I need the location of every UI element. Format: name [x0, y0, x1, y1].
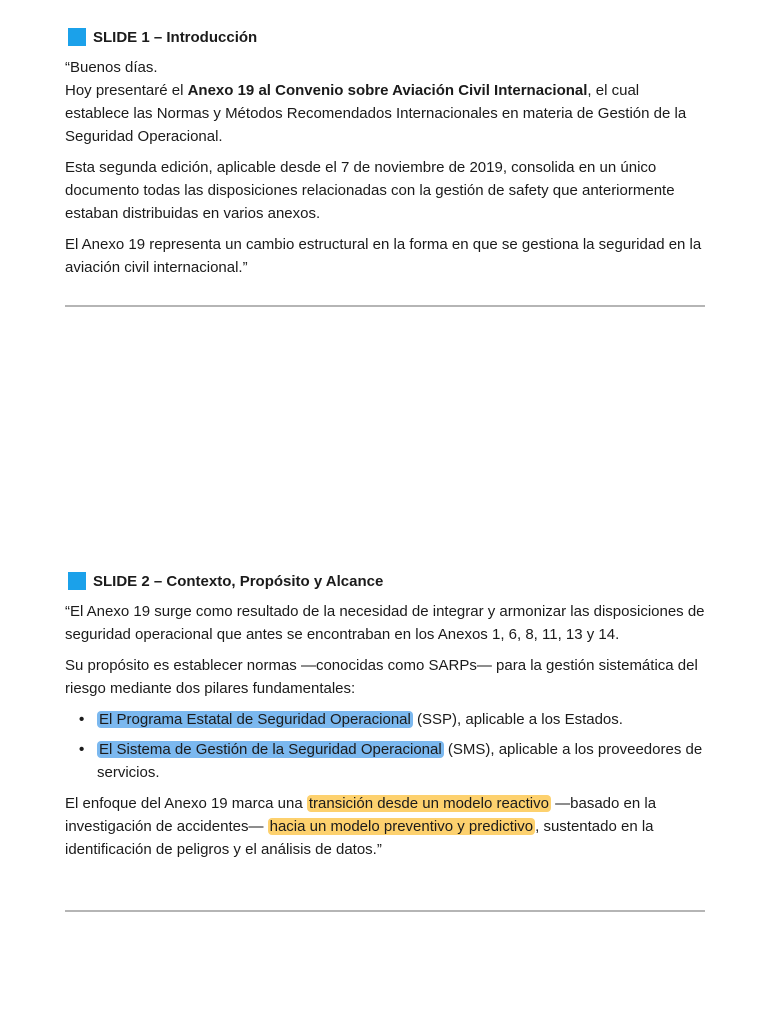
blue-square-icon — [68, 572, 86, 590]
slide-2-heading — [65, 570, 705, 592]
slide-2-section — [65, 570, 705, 869]
greeting-text: “Buenos días. — [65, 59, 158, 76]
list-item — [97, 708, 705, 731]
slide-1-paragraph-2: Esta segunda edición, aplicable desde el 7 de noviembre de 2019, consolida en un único documento todas las disposiciones relacionadas con la gestión de safety que anteriormente estaban distribuidas en varios anexos. — [65, 159, 675, 222]
list-item-text: (SSP), aplicable a los Estados. — [412, 711, 623, 728]
slide-1-heading — [65, 26, 705, 48]
slide-1-paragraph-1 — [65, 56, 705, 148]
paragraph-text: , sustentado en la identificación de peligros y el análisis de datos.” — [65, 818, 654, 858]
highlighted-text: transición desde un modelo reactivo — [308, 795, 549, 812]
bold-document-title: Anexo 19 al Convenio sobre Aviación Civil Internacional — [187, 82, 588, 99]
paragraph-text: El enfoque del Anexo 19 marca una — [65, 795, 307, 812]
highlighted-text: El Programa Estatal de Seguridad Operacional — [99, 711, 411, 728]
paragraph-text: —basado en la investigación de accidentes— — [65, 795, 657, 835]
pillars-list — [65, 708, 705, 784]
slide-1-section — [65, 26, 705, 287]
list-item-text: (SMS), aplicable a los proveedores de servicios. — [97, 741, 703, 781]
slide-1-title: SLIDE 1 – Introducción — [93, 28, 258, 46]
slide-1-paragraph-3: El Anexo 19 representa un cambio estructural en la forma en que se gestiona la seguridad en la aviación civil internacional.” — [65, 236, 702, 276]
list-item — [97, 738, 705, 784]
slide-2-paragraph-3 — [65, 792, 705, 861]
blue-square-icon — [68, 28, 86, 46]
highlighted-text: El Sistema de Gestión de la Seguridad Operacional — [99, 741, 442, 758]
paragraph-text: , el cual establece las Normas y Métodos Recomendados Internacionales en materia de Gestión de la Seguridad Operacional. — [65, 82, 687, 145]
highlighted-text: hacia un modelo preventivo y predictivo — [269, 818, 534, 835]
divider — [65, 305, 705, 307]
slide-2-title: SLIDE 2 – Contexto, Propósito y Alcance — [93, 572, 384, 590]
divider — [65, 910, 705, 912]
slide-2-paragraph-2: Su propósito es establecer normas —conocidas como SARPs— para la gestión sistemática del riesgo mediante dos pilares fundamentales: — [65, 657, 698, 697]
slide-2-paragraph-1: “El Anexo 19 surge como resultado de la necesidad de integrar y armonizar las disposiciones de seguridad operacional que antes se encontraban en los Anexos 1, 6, 8, 11, 13 y 14. — [65, 603, 705, 643]
paragraph-text: Hoy presentaré el — [65, 82, 188, 99]
